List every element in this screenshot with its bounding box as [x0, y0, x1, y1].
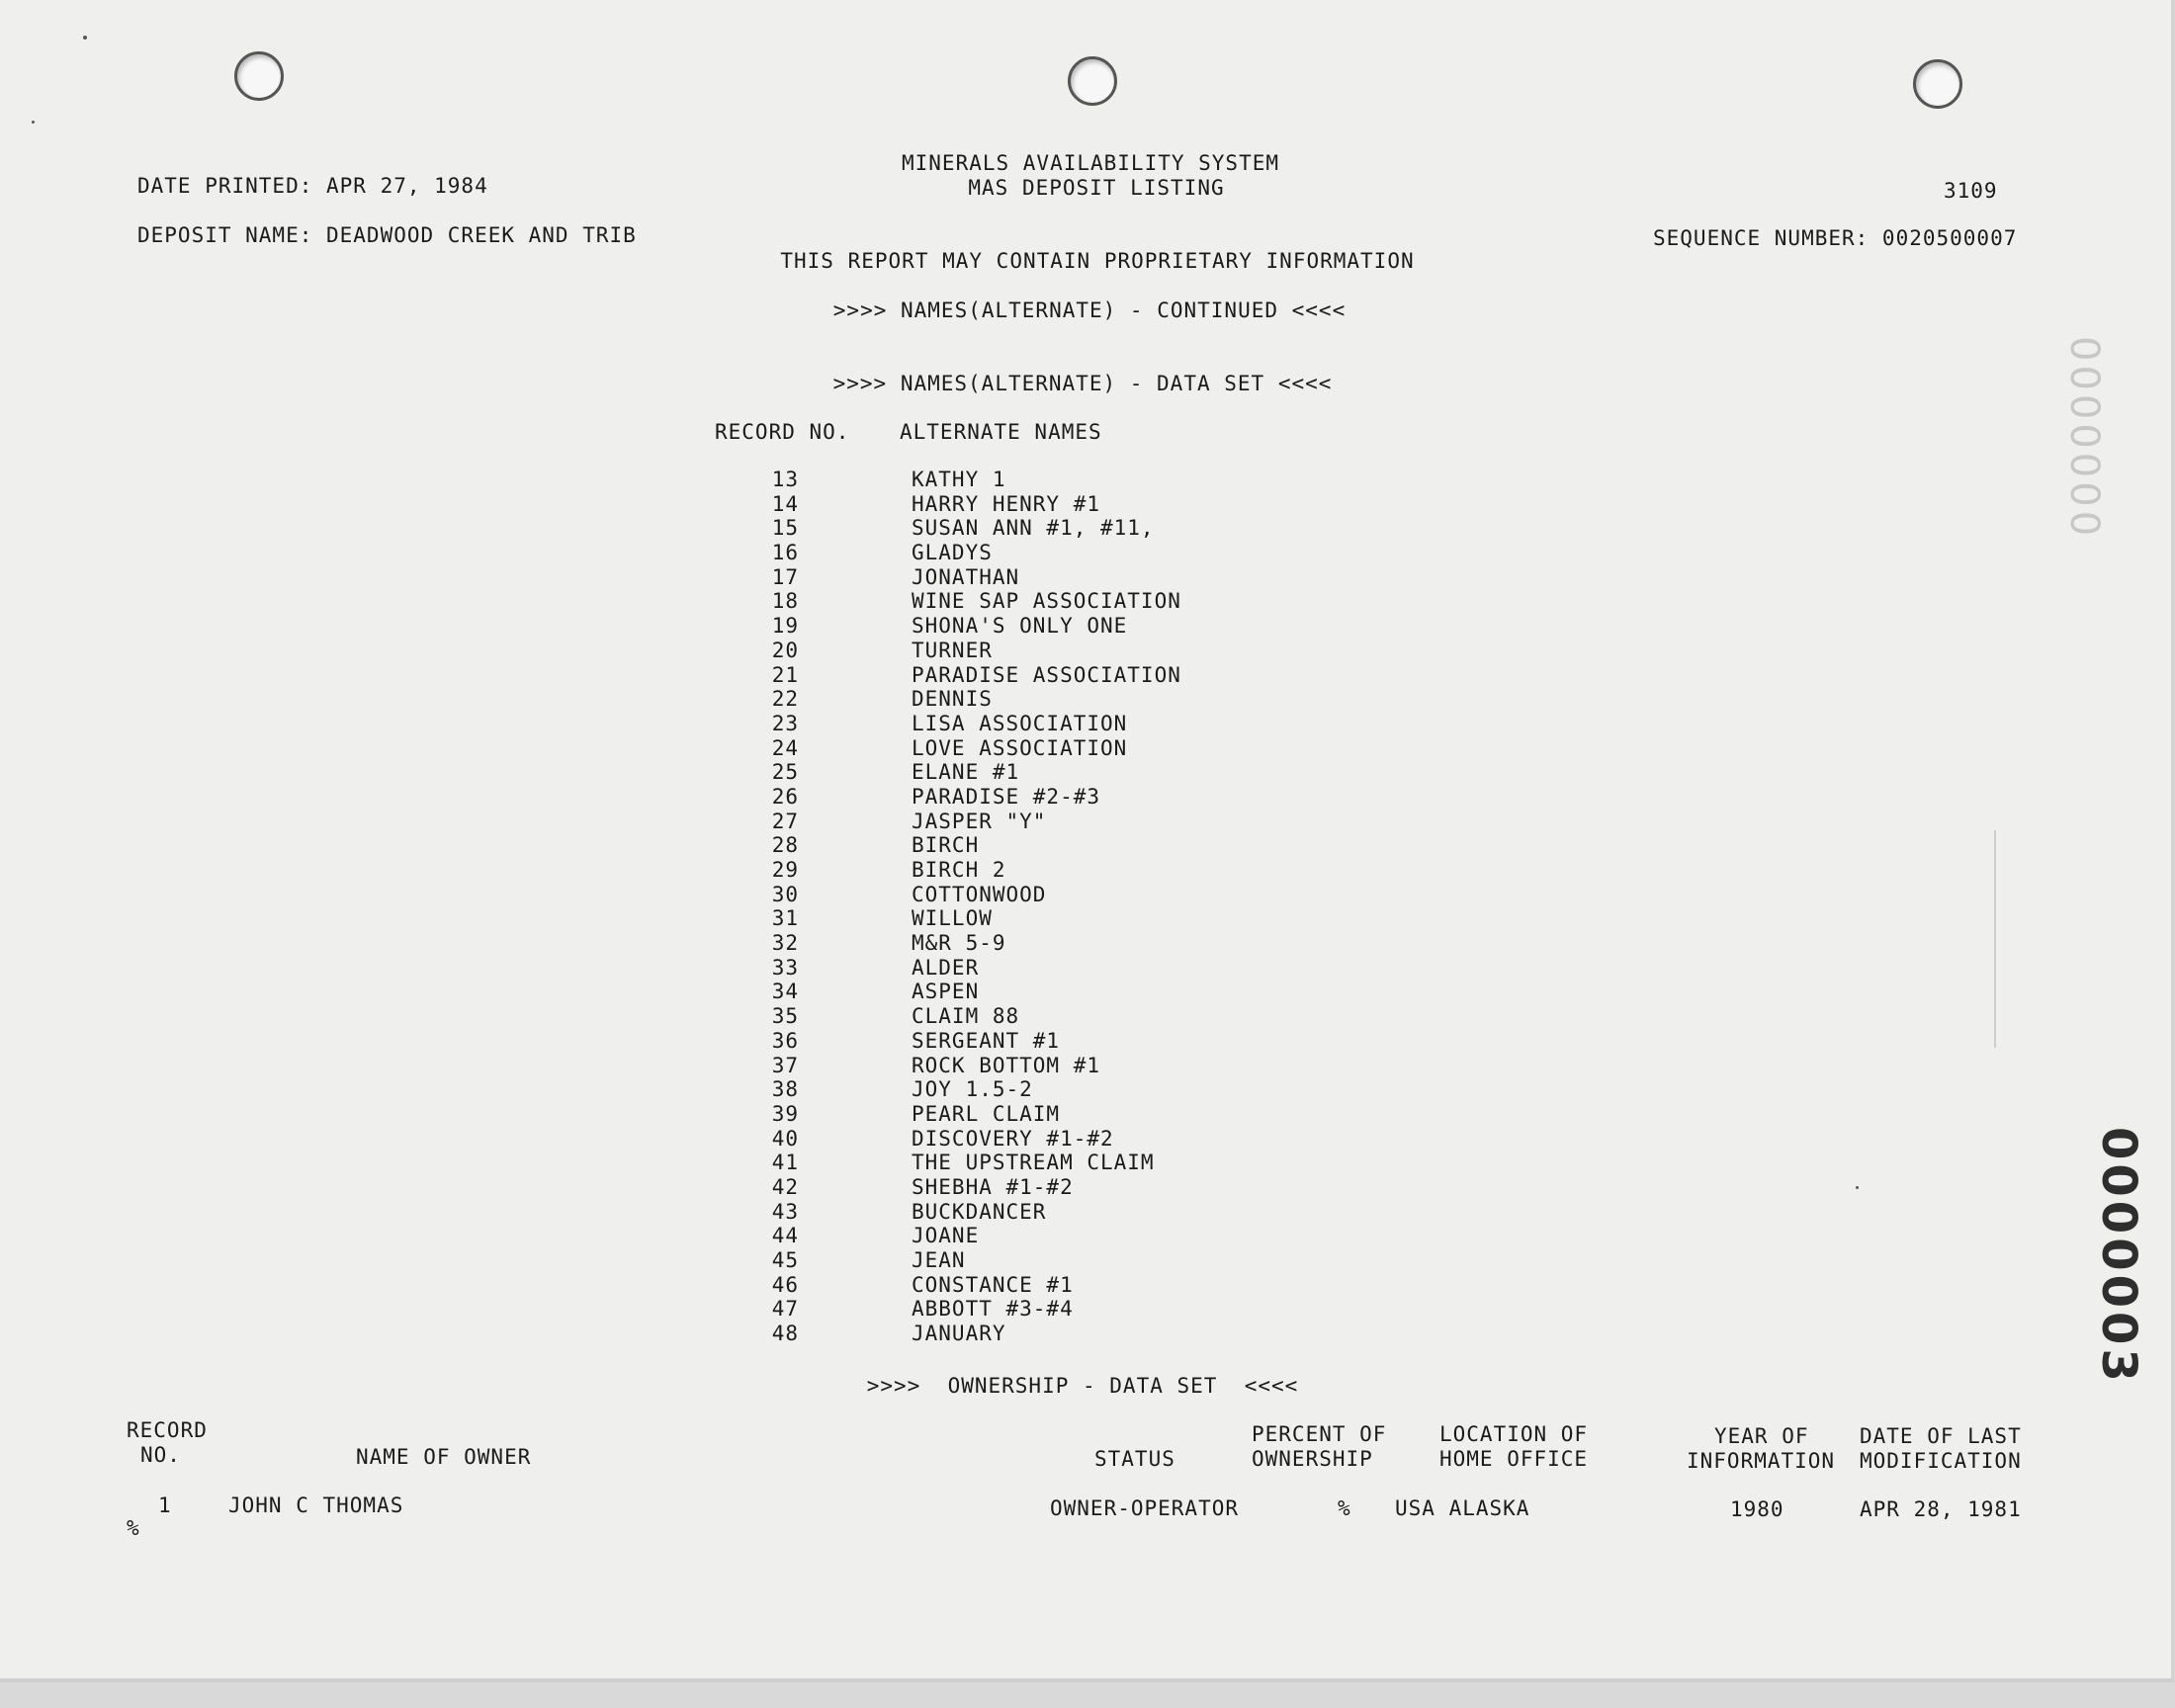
record-number: 44	[771, 1224, 799, 1248]
faint-frame-stamp: 0000000	[2061, 336, 2107, 541]
alternate-name: LISA ASSOCIATION	[912, 711, 1128, 735]
owner-year: 1980	[1730, 1497, 1784, 1521]
alternate-name: COTTONWOOD	[912, 882, 1047, 906]
alternate-name: BIRCH 2	[912, 858, 1006, 882]
proprietary-notice: THIS REPORT MAY CONTAIN PROPRIETARY INFORMATION	[780, 249, 1415, 273]
alternate-name: SHEBHA #1-#2	[912, 1174, 1074, 1199]
owner-status: OWNER-OPERATOR	[1050, 1496, 1240, 1520]
record-number: 17	[771, 564, 799, 589]
binder-hole-left	[234, 51, 284, 101]
record-number: 36	[771, 1028, 799, 1053]
alternate-name: DENNIS	[912, 687, 993, 712]
owner-percent: %	[1338, 1496, 1351, 1520]
alternate-name: JOY 1.5-2	[912, 1077, 1033, 1102]
record-number: 42	[771, 1174, 799, 1199]
year-column-header: INFORMATION	[1687, 1449, 1836, 1473]
alternate-name: KATHY 1	[912, 468, 1006, 491]
alternate-name: LOVE ASSOCIATION	[912, 735, 1128, 760]
record-number: 29	[771, 858, 799, 882]
alternate-names-continued-heading: >>>> NAMES(ALTERNATE) - CONTINUED <<<<	[832, 299, 1347, 322]
record-number: 28	[771, 833, 799, 858]
record-number: 34	[771, 980, 799, 1004]
alternate-name: SUSAN ANN #1, #11,	[912, 516, 1155, 541]
alternate-name: JONATHAN	[912, 564, 1020, 589]
alternate-name: PARADISE ASSOCIATION	[912, 662, 1181, 687]
record-number: 19	[771, 614, 799, 639]
sequence-number: SEQUENCE NUMBER: 0020500007	[1653, 226, 2018, 250]
record-number: 35	[771, 1004, 799, 1029]
alternate-name: HARRY HENRY #1	[912, 491, 1101, 516]
alternate-name: PARADISE #2-#3	[912, 784, 1101, 809]
ownership-footnote: %	[127, 1516, 140, 1540]
record-number: 22	[771, 687, 799, 712]
listing-title: MAS DEPOSIT LISTING	[968, 176, 1225, 200]
record-number: 46	[771, 1272, 799, 1297]
modified-column-header: MODIFICATION	[1860, 1449, 2022, 1473]
record-number: 48	[771, 1322, 799, 1346]
alternate-name: ALDER	[912, 955, 980, 980]
scan-line	[1994, 830, 1996, 1048]
alternate-name: JANUARY	[912, 1322, 1006, 1346]
date-printed: DATE PRINTED: APR 27, 1984	[137, 174, 488, 198]
binder-hole-center	[1068, 56, 1117, 106]
alternate-name: TURNER	[912, 638, 993, 662]
alternate-name: ABBOTT #3-#4	[912, 1297, 1074, 1322]
record-number: 31	[771, 906, 799, 931]
record-number: 47	[771, 1297, 799, 1322]
record-number: 37	[771, 1053, 799, 1077]
deposit-name: DEPOSIT NAME: DEADWOOD CREEK AND TRIB	[137, 223, 637, 247]
record-number: 30	[771, 882, 799, 906]
alternate-name: JASPER "Y"	[912, 809, 1047, 833]
alternate-name: SHONA'S ONLY ONE	[912, 614, 1128, 639]
alternate-name: M&R 5-9	[912, 931, 1006, 956]
scan-speck	[83, 36, 87, 40]
alternate-name: CLAIM 88	[912, 1004, 1020, 1029]
scan-speck	[1856, 1186, 1859, 1189]
record-number: 39	[771, 1101, 799, 1126]
alternate-name: WINE SAP ASSOCIATION	[912, 589, 1181, 614]
record-number: 40	[771, 1126, 799, 1151]
record-number: 27	[771, 809, 799, 833]
record-number: 14	[771, 491, 799, 516]
location-column-header: LOCATION OF	[1439, 1422, 1589, 1446]
alternate-name: ELANE #1	[912, 760, 1020, 785]
record-no-column-header: NO.	[140, 1443, 181, 1467]
record-number: 38	[771, 1077, 799, 1102]
frame-number-stamp: 0000003	[2091, 1127, 2146, 1386]
owner-record-no: 1	[158, 1494, 172, 1517]
owner-name: JOHN C THOMAS	[228, 1494, 404, 1517]
status-column-header: STATUS	[1094, 1447, 1175, 1471]
record-number: 21	[771, 662, 799, 687]
record-number: 45	[771, 1248, 799, 1272]
year-column-header: YEAR OF	[1714, 1424, 1809, 1448]
alternate-name: GLADYS	[912, 541, 993, 565]
record-number: 15	[771, 516, 799, 541]
record-number: 32	[771, 931, 799, 956]
modified-column-header: DATE OF LAST	[1860, 1424, 2022, 1448]
alternate-names-column-header: ALTERNATE NAMES	[900, 420, 1102, 444]
alternate-name: BUCKDANCER	[912, 1199, 1047, 1224]
owner-modified: APR 28, 1981	[1860, 1497, 2022, 1521]
record-number: 13	[771, 468, 799, 491]
system-title: MINERALS AVAILABILITY SYSTEM	[901, 151, 1280, 175]
alternate-name: ASPEN	[912, 980, 980, 1004]
record-no-column-header: RECORD NO.	[715, 420, 850, 444]
record-column-header: RECORD	[127, 1418, 208, 1442]
alternate-name: ROCK BOTTOM #1	[912, 1053, 1101, 1077]
owner-location: USA ALASKA	[1395, 1496, 1530, 1520]
record-number: 26	[771, 784, 799, 809]
alternate-names-data-set-heading: >>>> NAMES(ALTERNATE) - DATA SET <<<<	[832, 372, 1333, 395]
percent-column-header: OWNERSHIP	[1252, 1447, 1373, 1471]
alternate-name: PEARL CLAIM	[912, 1101, 1061, 1126]
binder-hole-right	[1913, 59, 1962, 109]
alternate-name: WILLOW	[912, 906, 993, 931]
record-number: 16	[771, 541, 799, 565]
ownership-heading: >>>> OWNERSHIP - DATA SET <<<<	[866, 1374, 1299, 1398]
record-number: 24	[771, 735, 799, 760]
alternate-name: CONSTANCE #1	[912, 1272, 1074, 1297]
record-number: 43	[771, 1199, 799, 1224]
alternate-name: JEAN	[912, 1248, 966, 1272]
record-number: 18	[771, 589, 799, 614]
record-number: 20	[771, 638, 799, 662]
alternate-name: SERGEANT #1	[912, 1028, 1061, 1053]
owner-name-column-header: NAME OF OWNER	[356, 1445, 532, 1469]
alternate-name: DISCOVERY #1-#2	[912, 1126, 1114, 1151]
scan-speck	[32, 121, 35, 124]
alternate-name: THE UPSTREAM CLAIM	[912, 1151, 1155, 1175]
percent-column-header: PERCENT OF	[1252, 1422, 1387, 1446]
record-number: 33	[771, 955, 799, 980]
alternate-name: BIRCH	[912, 833, 980, 858]
location-column-header: HOME OFFICE	[1439, 1447, 1589, 1471]
record-number: 23	[771, 711, 799, 735]
page-number: 3109	[1944, 179, 1998, 203]
record-number: 25	[771, 760, 799, 785]
alternate-name: JOANE	[912, 1224, 980, 1248]
record-number: 41	[771, 1151, 799, 1175]
